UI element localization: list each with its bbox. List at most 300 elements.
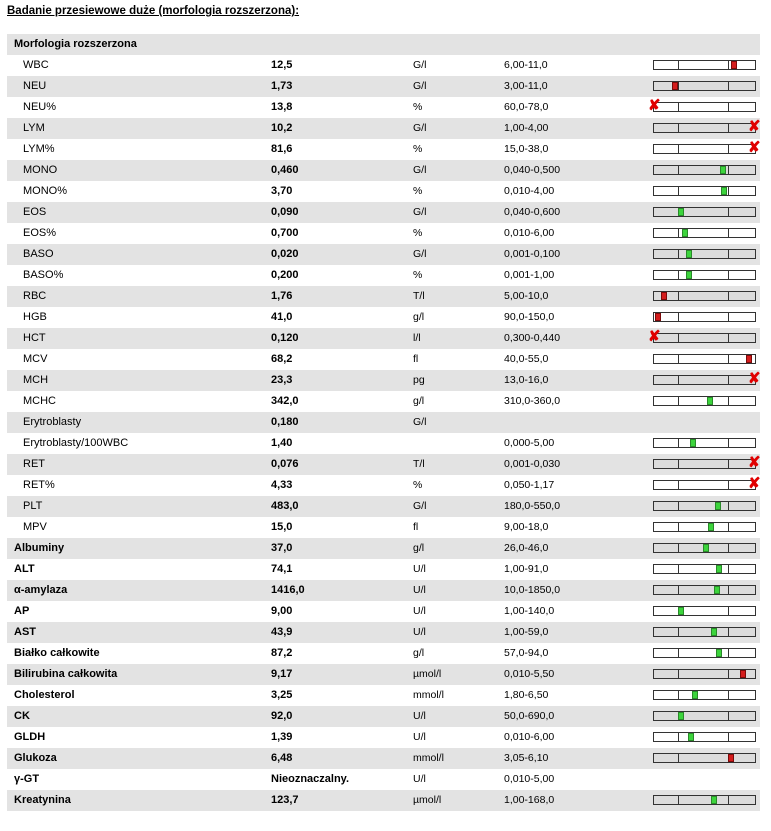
test-unit: µmol/l [413,794,442,806]
value-marker [711,796,717,804]
reference-range: 90,0-150,0 [504,311,555,323]
range-tick [728,292,729,300]
reference-range: 50,0-690,0 [504,710,555,722]
range-tick [728,61,729,69]
test-name: NEU% [23,101,57,113]
reference-range: 6,00-11,0 [504,59,548,71]
test-unit: G/l [413,248,427,260]
reference-range: 5,00-10,0 [504,290,549,302]
range-indicator-bar [653,118,761,135]
test-unit: µmol/l [413,668,442,680]
value-marker [714,586,720,594]
test-value: 92,0 [271,710,293,722]
out-of-range-icon: ✘ [648,97,661,114]
range-indicator-bar [653,606,756,616]
test-value: 37,0 [271,542,293,554]
table-row [7,244,760,265]
range-indicator-bar [653,228,756,238]
range-tick [678,334,679,342]
range-tick [728,460,729,468]
reference-range: 10,0-1850,0 [504,584,561,596]
table-row [7,706,760,727]
test-value: 41,0 [271,311,293,323]
value-marker [678,712,684,720]
test-name: AST [14,626,36,638]
value-marker [716,649,722,657]
range-indicator-bar [653,396,756,406]
test-value: 0,700 [271,227,299,239]
reference-range: 0,001-0,100 [504,248,561,260]
test-value: 1,39 [271,731,293,743]
table-row [7,307,760,328]
range-tick [678,124,679,132]
table-row [7,790,760,811]
test-name: γ-GT [14,773,40,785]
test-value: 0,460 [271,164,299,176]
range-tick [728,397,729,405]
range-tick [678,271,679,279]
value-marker [728,754,734,762]
reference-range: 180,0-550,0 [504,500,561,512]
value-marker [692,691,698,699]
table-row [7,286,760,307]
test-name: Kreatynina [14,794,71,806]
test-value: 12,5 [271,59,293,71]
range-tick [728,166,729,174]
test-name: Glukoza [14,752,57,764]
test-value: 3,70 [271,185,293,197]
range-tick [728,670,729,678]
range-tick [728,376,729,384]
range-tick [678,649,679,657]
test-name: PLT [23,500,43,512]
range-tick [728,82,729,90]
test-name: HCT [23,332,46,344]
test-unit: % [413,143,423,155]
test-value: 43,9 [271,626,293,638]
range-tick [728,103,729,111]
reference-range: 0,040-0,500 [504,164,561,176]
test-name: MONO [23,164,58,176]
table-row [7,454,760,475]
table-row [7,118,760,139]
reference-range: 0,010-4,00 [504,185,555,197]
reference-range: 3,00-11,0 [504,80,548,92]
value-marker [678,607,684,615]
test-value: 0,020 [271,248,299,260]
test-value: 13,8 [271,101,293,113]
table-row [7,769,760,790]
test-value: 6,48 [271,752,293,764]
out-of-range-icon: ✘ [748,370,761,387]
table-row [7,76,760,97]
range-tick [678,166,679,174]
range-tick [678,544,679,552]
test-value: 74,1 [271,563,293,575]
reference-range: 0,010-6,00 [504,731,555,743]
range-tick [678,460,679,468]
table-row [7,328,760,349]
test-unit: G/l [413,164,427,176]
range-indicator-bar [653,139,761,156]
test-name: MPV [23,521,47,533]
test-value: 15,0 [271,521,293,533]
test-unit: U/l [413,584,426,596]
range-tick [728,334,729,342]
reference-range: 1,00-91,0 [504,563,549,575]
test-unit: g/l [413,542,425,554]
value-marker [731,61,737,69]
test-value: 23,3 [271,374,293,386]
range-tick [678,145,679,153]
test-name: EOS [23,206,47,218]
range-indicator-bar [653,627,756,637]
reference-range: 0,010-6,00 [504,227,555,239]
range-indicator-bar [653,585,756,595]
test-value: 0,090 [271,206,299,218]
table-row [7,643,760,664]
test-unit: G/l [413,206,427,218]
results-table [7,34,760,811]
table-row [7,370,760,391]
test-unit: T/l [413,290,425,302]
range-indicator-bar [653,690,756,700]
range-indicator-bar [653,564,756,574]
range-indicator-bar [653,475,761,492]
reference-range: 57,0-94,0 [504,647,549,659]
test-name: Morfologia rozszerzona [14,38,137,50]
range-indicator-bar [653,186,756,196]
range-tick [678,670,679,678]
value-marker [721,187,727,195]
value-marker [703,544,709,552]
range-tick [678,187,679,195]
range-tick [678,292,679,300]
test-value: 81,6 [271,143,293,155]
reference-range: 1,00-140,0 [504,605,555,617]
test-unit: mmol/l [413,752,444,764]
range-indicator-bar [653,354,756,364]
test-name: MCV [23,353,48,365]
reference-range: 1,00-4,00 [504,122,549,134]
test-value: 1,73 [271,80,293,92]
out-of-range-icon: ✘ [748,118,761,135]
test-unit: U/l [413,710,426,722]
range-tick [678,376,679,384]
range-indicator-bar [653,648,756,658]
value-marker [708,523,714,531]
test-unit: U/l [413,626,426,638]
range-tick [678,61,679,69]
test-unit: G/l [413,59,427,71]
range-tick [678,691,679,699]
reference-range: 9,00-18,0 [504,521,549,533]
test-unit: g/l [413,395,425,407]
test-value: 0,200 [271,269,299,281]
value-marker [686,271,692,279]
range-tick [678,754,679,762]
test-unit: U/l [413,563,426,575]
test-name: Erytroblasty [23,416,82,428]
range-tick [678,796,679,804]
value-marker [720,166,726,174]
value-marker [678,208,684,216]
range-tick [678,733,679,741]
range-tick [728,586,729,594]
test-value: 87,2 [271,647,293,659]
table-row [7,412,760,433]
table-row [7,160,760,181]
test-unit: % [413,269,423,281]
range-indicator-bar [653,207,756,217]
table-row [7,538,760,559]
reference-range: 0,001-0,030 [504,458,561,470]
out-of-range-icon: ✘ [748,475,761,492]
reference-range: 15,0-38,0 [504,143,549,155]
value-marker [715,502,721,510]
test-name: ALT [14,563,35,575]
range-indicator-bar [648,97,756,114]
test-name: GLDH [14,731,46,743]
table-row [7,223,760,244]
value-marker [655,313,661,321]
test-value: 4,33 [271,479,293,491]
range-indicator-bar [653,711,756,721]
range-tick [678,229,679,237]
range-indicator-bar [653,522,756,532]
range-indicator-bar [653,81,756,91]
test-name: α-amylaza [14,584,68,596]
test-value: 1,40 [271,437,293,449]
test-name: AP [14,605,30,617]
test-unit: U/l [413,605,426,617]
test-value: 0,180 [271,416,299,428]
range-tick [728,355,729,363]
range-indicator-bar [653,501,756,511]
range-indicator-bar [653,312,756,322]
range-indicator-bar [653,753,756,763]
range-tick [728,691,729,699]
range-tick [728,523,729,531]
reference-range: 0,000-5,00 [504,437,555,449]
range-tick [728,628,729,636]
range-indicator-bar [653,669,756,679]
range-tick [728,649,729,657]
test-unit: T/l [413,458,425,470]
range-tick [728,250,729,258]
range-tick [678,355,679,363]
value-marker [682,229,688,237]
test-value: 1,76 [271,290,293,302]
test-name: BASO% [23,269,64,281]
range-tick [728,712,729,720]
test-unit: fl [413,353,419,365]
test-name: CK [14,710,30,722]
value-marker [661,292,667,300]
test-name: Erytroblasty/100WBC [23,437,129,449]
range-tick [728,229,729,237]
range-tick [678,103,679,111]
table-row [7,517,760,538]
test-unit: G/l [413,80,427,92]
value-marker [686,250,692,258]
test-name: LYM% [23,143,55,155]
test-unit: % [413,479,423,491]
range-tick [728,208,729,216]
value-marker [672,82,678,90]
reference-range: 40,0-55,0 [504,353,549,365]
table-row [7,580,760,601]
test-unit: g/l [413,647,425,659]
range-tick [728,607,729,615]
test-value: 123,7 [271,794,299,806]
test-unit: mmol/l [413,689,444,701]
range-tick [728,124,729,132]
table-row [7,748,760,769]
range-indicator-bar [653,165,756,175]
range-indicator-bar [653,438,756,448]
out-of-range-icon: ✘ [748,454,761,471]
range-indicator-bar [653,291,756,301]
test-name: MCHC [23,395,56,407]
value-marker [690,439,696,447]
range-indicator-bar [653,543,756,553]
test-name: Białko całkowite [14,647,100,659]
table-row [7,181,760,202]
table-row [7,349,760,370]
test-name: Cholesterol [14,689,75,701]
value-marker [688,733,694,741]
test-name: NEU [23,80,47,92]
reference-range: 26,0-46,0 [504,542,549,554]
range-tick [728,439,729,447]
table-row [7,97,760,118]
test-name: RET [23,458,45,470]
range-tick [728,187,729,195]
section-header [7,34,760,55]
test-value: 10,2 [271,122,293,134]
reference-range: 1,80-6,50 [504,689,549,701]
test-name: LYM [23,122,45,134]
range-tick [678,565,679,573]
table-row [7,685,760,706]
test-unit: l/l [413,332,421,344]
table-row [7,475,760,496]
range-tick [678,502,679,510]
value-marker [711,628,717,636]
range-indicator-bar [648,328,756,345]
test-value: 68,2 [271,353,293,365]
range-tick [678,481,679,489]
test-unit: U/l [413,731,426,743]
range-indicator-bar [653,60,756,70]
table-row [7,265,760,286]
test-name: RET% [23,479,55,491]
test-value: 0,120 [271,332,299,344]
reference-range: 0,010-5,50 [504,668,555,680]
range-tick [728,313,729,321]
reference-range: 0,050-1,17 [504,479,555,491]
test-unit: g/l [413,311,425,323]
range-indicator-bar [653,370,761,387]
test-value: 9,00 [271,605,293,617]
range-tick [678,82,679,90]
range-indicator-bar [653,270,756,280]
value-marker [740,670,746,678]
range-tick [678,586,679,594]
range-tick [678,628,679,636]
test-name: Albuminy [14,542,65,554]
reference-range: 0,300-0,440 [504,332,561,344]
range-tick [678,313,679,321]
test-name: EOS% [23,227,57,239]
range-indicator-bar [653,795,756,805]
range-tick [728,271,729,279]
table-row [7,496,760,517]
test-value: 0,076 [271,458,299,470]
out-of-range-icon: ✘ [748,139,761,156]
table-row [7,622,760,643]
range-indicator-bar [653,732,756,742]
test-unit: U/l [413,773,426,785]
page-title: Badanie przesiewowe duże (morfologia rozszerzona): [7,5,300,17]
test-unit: pg [413,374,425,386]
test-unit: fl [413,521,419,533]
test-name: Bilirubina całkowita [14,668,118,680]
test-value: 342,0 [271,395,299,407]
test-value: Nieoznaczalny. [271,773,350,785]
test-unit: % [413,185,423,197]
range-tick [728,565,729,573]
reference-range: 0,010-5,00 [504,773,555,785]
range-tick [678,523,679,531]
range-tick [728,544,729,552]
test-name: MCH [23,374,49,386]
reference-range: 13,0-16,0 [504,374,549,386]
test-unit: G/l [413,416,427,428]
range-tick [728,502,729,510]
range-tick [678,439,679,447]
test-unit: % [413,101,423,113]
range-tick [678,250,679,258]
range-tick [728,796,729,804]
test-unit: G/l [413,122,427,134]
table-row [7,664,760,685]
test-name: HGB [23,311,47,323]
table-row [7,433,760,454]
table-row [7,202,760,223]
table-row [7,139,760,160]
range-tick [728,145,729,153]
test-unit: % [413,227,423,239]
range-tick [728,481,729,489]
test-unit: G/l [413,500,427,512]
test-value: 9,17 [271,668,293,680]
table-row [7,391,760,412]
value-marker [716,565,722,573]
value-marker [746,355,752,363]
reference-range: 0,040-0,600 [504,206,561,218]
test-value: 1416,0 [271,584,305,596]
table-row [7,727,760,748]
reference-range: 0,001-1,00 [504,269,555,281]
range-indicator-bar [653,454,761,471]
test-name: MONO% [23,185,67,197]
reference-range: 1,00-59,0 [504,626,549,638]
out-of-range-icon: ✘ [648,328,661,345]
test-name: WBC [23,59,49,71]
table-row [7,55,760,76]
